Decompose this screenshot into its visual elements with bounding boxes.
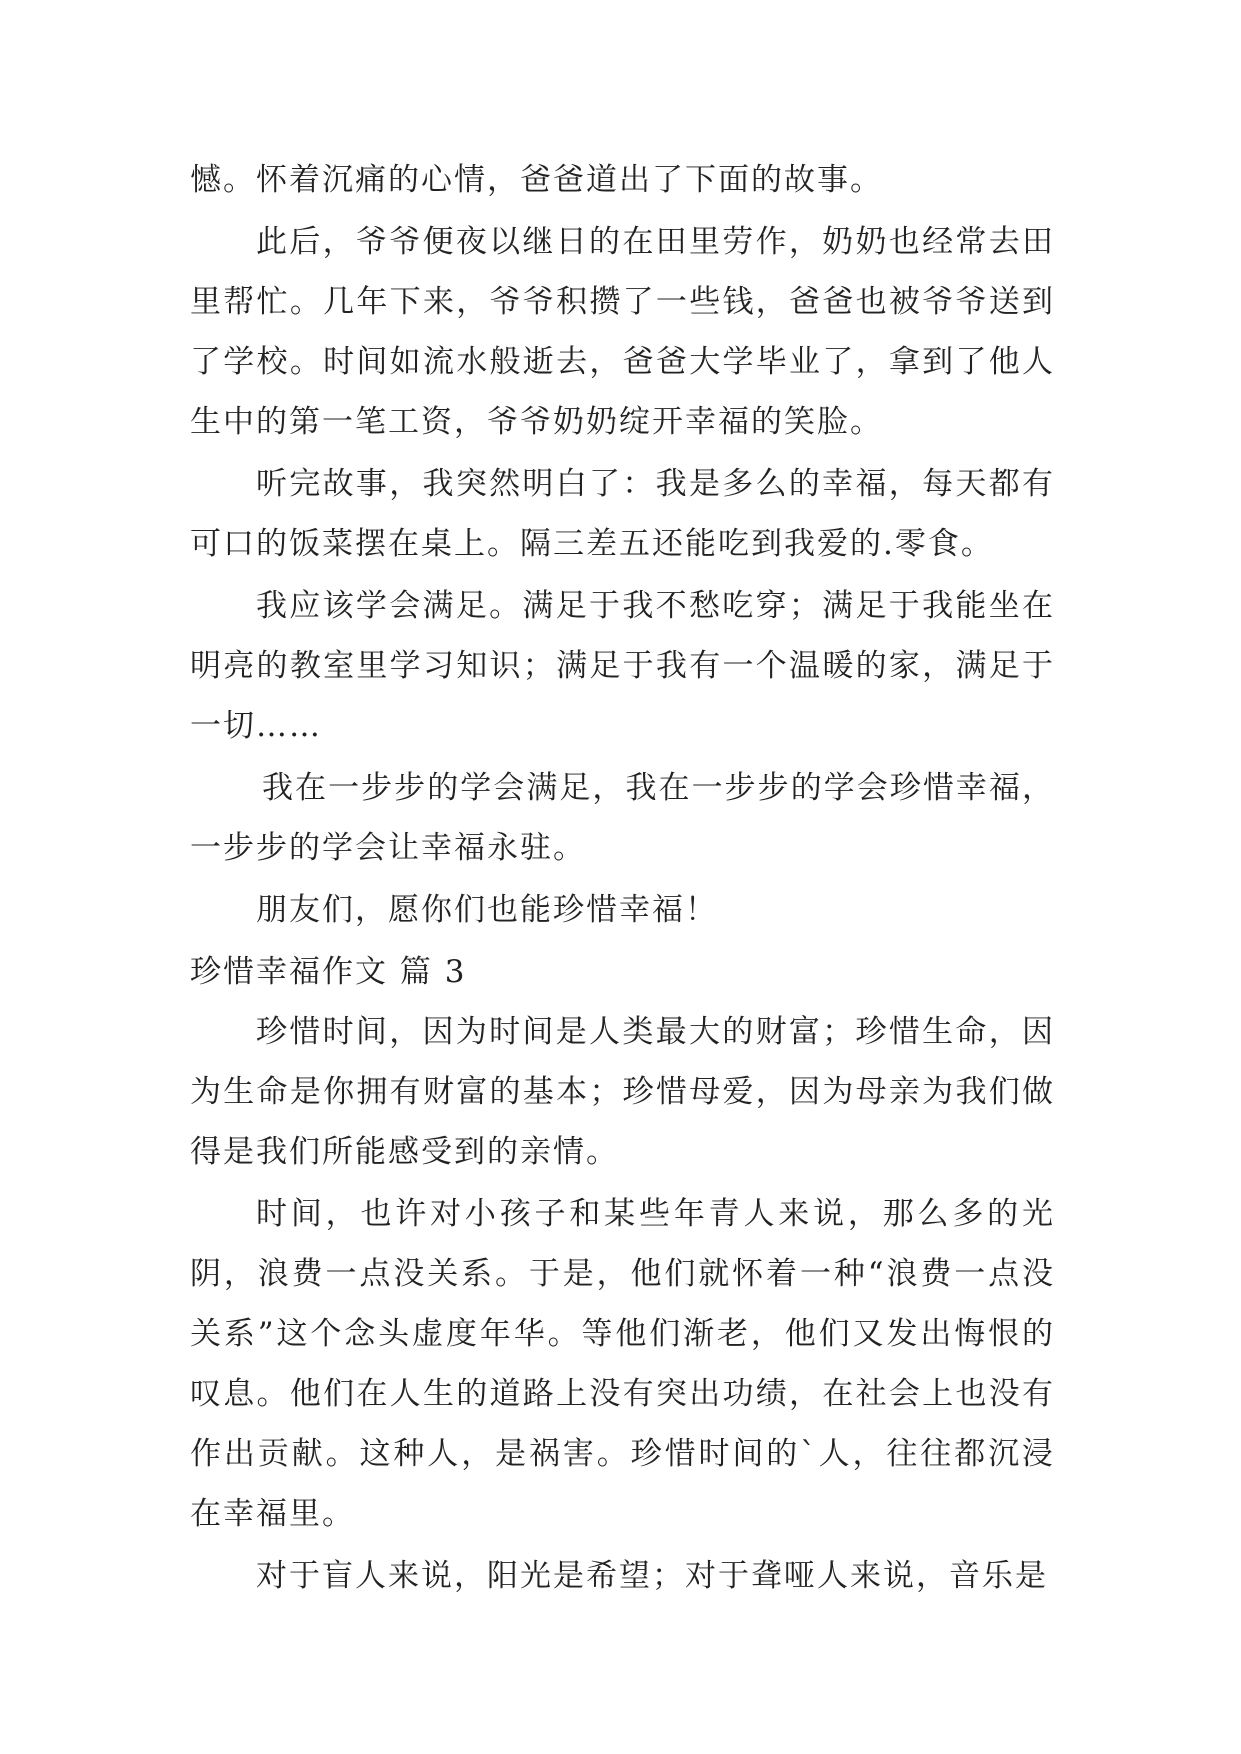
paragraph-2: 此后，爷爷便夜以继日的在田里劳作，奶奶也经常去田里帮忙。几年下来，爷爷积攒了一些钱，爸爸也被爷爷送到了学校。时间如流水般逝去，爸爸大学毕业了，拿到了他人生中的第一笔工资，爷爷奶奶绽开幸福的笑脸。 (190, 224, 1055, 440)
document-page (190, 150, 1055, 1608)
paragraph-9: 对于盲人来说，阳光是希望；对于聋哑人来说，音乐是 (256, 1558, 1048, 1594)
paragraph-7: 珍惜时间，因为时间是人类最大的财富；珍惜生命，因为生命是你拥有财富的基本；珍惜母爱，因为母亲为我们做得是我们所能感受到的亲情。 (190, 1014, 1055, 1170)
paragraph-8: 时间，也许对小孩子和某些年青人来说，那么多的光阴，浪费一点没关系。于是，他们就怀着一种“浪费一点没关系”这个念头虚度年华。等他们渐老，他们又发出悔恨的叹息。他们在人生的道路上没有突出功绩，在社会上也没有作出贡献。这种人，是祸害。珍惜时间的`人，往往都沉浸在幸福里。 (190, 1196, 1055, 1532)
paragraph-1: 憾。怀着沉痛的心情，爸爸道出了下面的故事。 (190, 162, 883, 198)
paragraph-4: 我应该学会满足。满足于我不愁吃穿；满足于我能坐在明亮的教室里学习知识；满足于我有一个温暖的家，满足于一切…… (190, 588, 1055, 744)
section-heading: 珍惜幸福作文 篇 3 (190, 954, 467, 990)
paragraph-5: 我在一步步的学会满足，我在一步步的学会珍惜幸福，一步步的学会让幸福永驻。 (190, 770, 1055, 866)
paragraph-6: 朋友们，愿你们也能珍惜幸福！ (256, 892, 718, 928)
paragraph-3: 听完故事，我突然明白了：我是多么的幸福，每天都有可口的饭菜摆在桌上。隔三差五还能吃到我爱的.零食。 (190, 466, 1055, 562)
